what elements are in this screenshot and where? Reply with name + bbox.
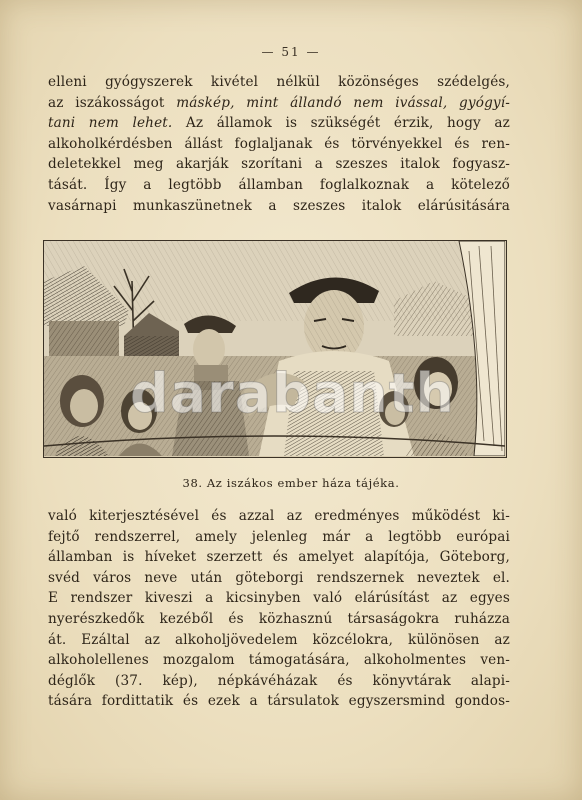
figure-caption: 38. Az iszákos ember háza tájéka.	[182, 476, 400, 490]
text-line: elleni gyógyszerek kivétel nélkül közönséges szédelgés,	[48, 74, 510, 90]
text-line: tására fordittatik és ezek a társulatok egyszersmind gondos-	[48, 693, 510, 710]
text-line: svéd város neve után göteborgi rendszernek neveztek el.	[48, 569, 510, 586]
page-number: — 51 —	[261, 45, 321, 59]
text-line: át. Ezáltal az alkoholjövedelem közcélokra, különösen az	[48, 631, 510, 648]
text-line: déglők (37. kép), népkávéházak és könyvtárak alapi-	[48, 672, 510, 689]
text-line: deletekkel meg akarják szorítani a szeszes italok fogyasz-	[48, 156, 510, 173]
text-line: nyerészkedők kezéből és közhasznú társaságokra ruházza	[48, 610, 510, 627]
paragraph-top	[48, 72, 510, 216]
text-line: államban is híveket szerzett és amelyet alapítója, Göteborg,	[48, 549, 510, 566]
text-line: alkoholellenes mozgalom támogatására, alkoholmentes ven-	[48, 652, 510, 669]
text-line: fejtő rendszerrel, amely jelenleg már a legtöbb európai	[48, 528, 510, 545]
text-line: való kiterjesztésével és azzal az eredményes működést ki-	[48, 508, 510, 524]
text-line: alkoholkérdésben állást foglaljanak és törvényekkel és ren-	[48, 135, 510, 152]
text-line: vasárnapi munkaszünetnek a szeszes italok elárúsitására	[48, 197, 510, 214]
text-line: tani nem lehet. Az államok is szükségét érzik, hogy az	[48, 115, 510, 132]
illustration-drunkard-house	[43, 240, 507, 458]
watermark: darabanth	[130, 362, 455, 425]
paragraph-bottom	[48, 506, 510, 712]
text-line: az iszákosságot máskép, mint állandó nem ivással, gyógyí-	[48, 94, 510, 111]
engraving-illustration	[44, 241, 505, 456]
text-line: E rendszer kiveszi a kicsinyben való elárúsítást az egyes	[48, 590, 510, 607]
text-line: tását. Így a legtöbb államban foglalkoznak a kötelező	[48, 176, 510, 193]
child-right-figure	[379, 391, 409, 427]
